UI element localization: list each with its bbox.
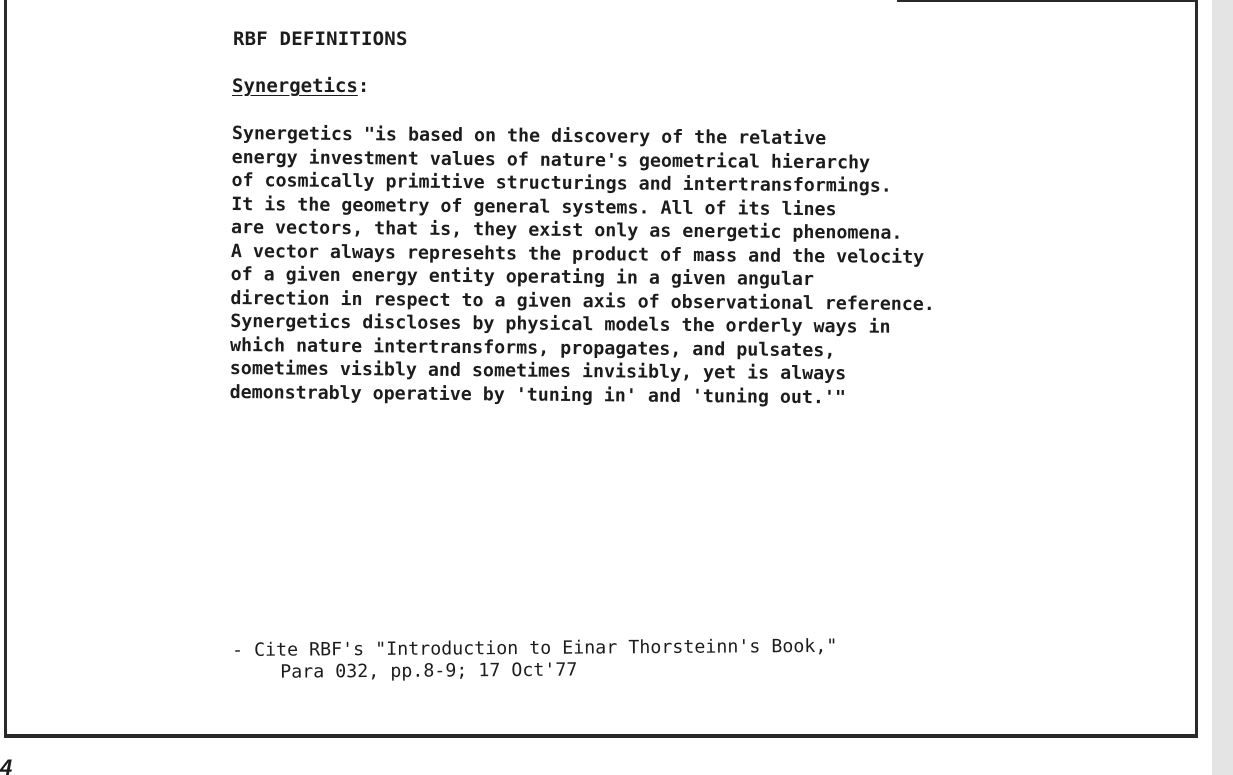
definition-line: Synergetics "is based on the discovery of the relative xyxy=(231,122,827,150)
definition-line: are vectors, that is, they exist only as energetic phenomena. xyxy=(230,216,903,244)
definition-line: of cosmically primitive structurings and intertransformings. xyxy=(231,169,892,197)
definition-line: sometimes visibly and sometimes invisibly, yet is always xyxy=(229,357,847,385)
definition-line: of a given energy entity operating in a given angular xyxy=(230,263,815,291)
scan-right-edge xyxy=(1212,0,1233,775)
definition-line: Synergetics discloses by physical models the orderly ways in xyxy=(230,310,891,338)
term-word: Synergetics xyxy=(232,75,358,97)
definition-line: energy investment values of nature's geometrical hierarchy xyxy=(231,146,871,174)
citation-line-1: - Cite RBF's "Introduction to Einar Thorsteinn's Book," xyxy=(232,635,838,661)
citation-line-2: Para 032, pp.8-9; 17 Oct'77 xyxy=(280,659,578,683)
citation xyxy=(232,636,838,684)
definition-line: which nature intertransforms, propagates, and pulsates, xyxy=(229,334,836,361)
definition-line: demonstrably operative by 'tuning in' and 'tuning out.'" xyxy=(229,381,847,408)
definition-line: direction in respect to a given axis of observational reference. xyxy=(230,287,935,315)
definition-text xyxy=(230,122,937,410)
definition-line: A vector always represehts the product of mass and the velocity xyxy=(230,240,925,268)
page-number: 4 xyxy=(0,755,13,775)
term-title xyxy=(232,75,369,97)
card-top-edge xyxy=(897,0,1197,2)
definition-line: It is the geometry of general systems. All of its lines xyxy=(231,193,837,220)
page-heading: RBF DEFINITIONS xyxy=(233,28,408,50)
term-colon: : xyxy=(357,75,370,97)
